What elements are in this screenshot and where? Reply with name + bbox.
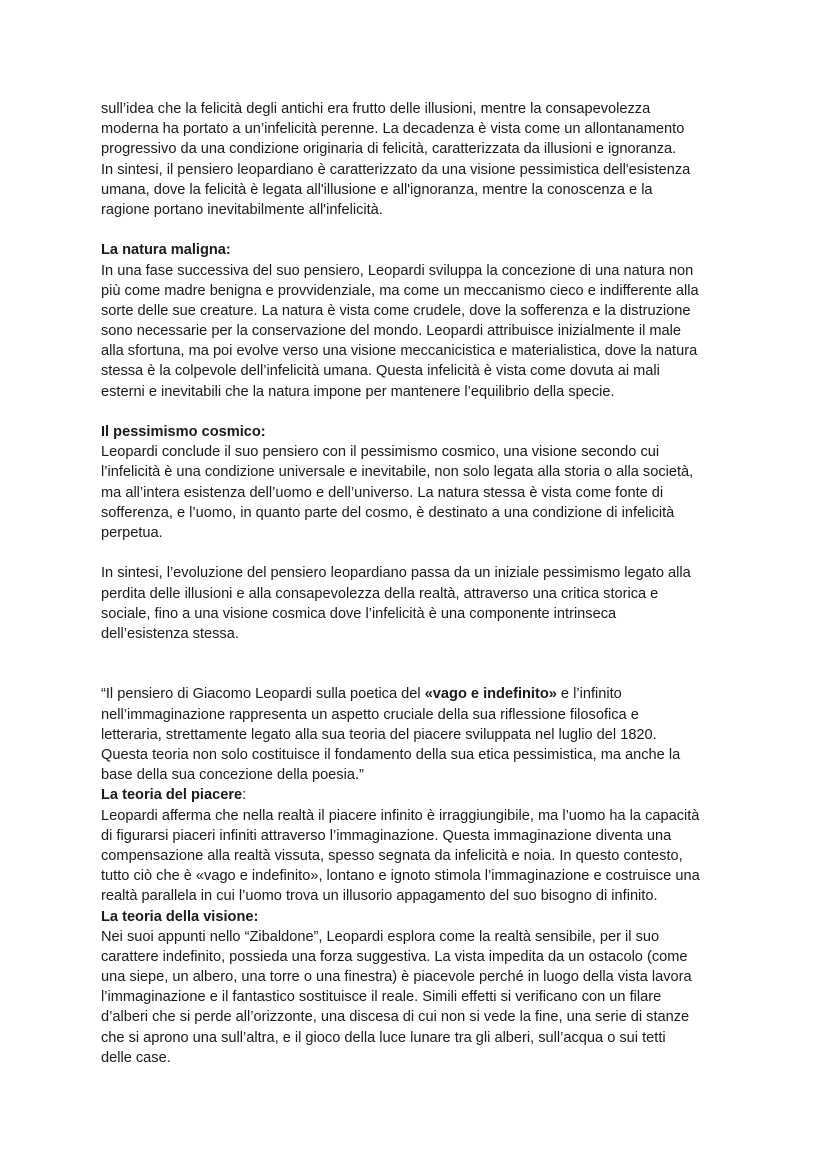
text-line: base della sua concezione della poesia.” xyxy=(101,767,364,784)
text-line: sofferenza, e l’uomo, in quanto parte del cosmo, è destinato a una condizione di infelicità xyxy=(101,504,675,521)
quote-first-line xyxy=(101,684,729,704)
section-teoria-visione xyxy=(101,907,729,1069)
text-line: In sintesi, l’evoluzione del pensiero leopardiano passa da un iniziale pessimismo legato alla xyxy=(101,565,691,582)
text-line: che si aprono una sull’altra, e il gioco della luce lunare tra gli alberi, sull’acqua o sui tetti xyxy=(101,1029,666,1046)
text-line: ragione portano inevitabilmente all'infelicità. xyxy=(101,201,383,218)
text-line: tutto ciò che è «vago e indefinito», lontano e ignoto stimola l’immaginazione e costruisce una xyxy=(101,868,700,885)
intro-paragraph xyxy=(101,99,729,220)
text-line: dell’esistenza stessa. xyxy=(101,625,239,642)
text-line: più come madre benigna e provvidenziale, ma come un meccanismo cieco e indifferente alla xyxy=(101,282,699,299)
text-line: progressivo da una condizione originaria di felicità, caratterizzata da illusioni e ignoranza. xyxy=(101,141,677,158)
section-heading: La teoria della visione: xyxy=(101,908,259,925)
text-line: moderna ha portato a un’infelicità perenne. La decadenza è vista come un allontanamento xyxy=(101,121,685,138)
quote-emphasis: «vago e indefinito» xyxy=(424,686,557,703)
quote-paragraph xyxy=(101,684,729,785)
paragraph-spacer xyxy=(101,543,729,563)
section-heading-bold: La teoria del piacere xyxy=(101,787,243,804)
text-line: umana, dove la felicità è legata all'illusione e all'ignoranza, mentre la conoscenza e la xyxy=(101,181,653,198)
text-line: una siepe, un albero, una torre o una finestra) è piacevole perché in luogo della vista lavora xyxy=(101,969,692,986)
section-teoria-piacere xyxy=(101,785,729,906)
text-line: nell’immaginazione rappresenta un aspetto cruciale della sua riflessione filosofica e xyxy=(101,706,639,723)
paragraph-spacer xyxy=(101,644,729,684)
section-natura-maligna xyxy=(101,240,729,402)
text-line: stessa è la colpevole dell’infelicità umana. Questa infelicità è vista come dovuta ai mali xyxy=(101,363,660,380)
text-line: alla sfortuna, ma poi evolve verso una visione meccanicistica e materialistica, dove la natura xyxy=(101,343,698,360)
text-line: Leopardi afferma che nella realtà il piacere infinito è irraggiungibile, ma l’uomo ha la capacità xyxy=(101,807,700,824)
text-line: In sintesi, il pensiero leopardiano è caratterizzato da una visione pessimistica dell'esistenza xyxy=(101,161,691,178)
quote-text: “Il pensiero di Giacomo Leopardi sulla poetica del xyxy=(101,686,425,703)
text-line: delle case. xyxy=(101,1049,171,1066)
text-line: ma all’intera esistenza dell’uomo e dell’universo. La natura stessa è vista come fonte di xyxy=(101,484,664,501)
text-line: Questa teoria non solo costituisce il fondamento della sua etica pessimistica, ma anche la xyxy=(101,747,681,764)
text-line: esterni e inevitabili che la natura impone per mantenere l’equilibrio della specie. xyxy=(101,383,615,400)
text-line: di figurarsi piaceri infiniti attraverso l’immaginazione. Questa immaginazione diventa una xyxy=(101,827,672,844)
text-line: letteraria, strettamente legato alla sua teoria del piacere sviluppata nel luglio del 1820. xyxy=(101,726,657,743)
text-line: Nei suoi appunti nello “Zibaldone”, Leopardi esplora come la realtà sensibile, per il suo xyxy=(101,928,660,945)
text-line: sono necessarie per la conservazione del mondo. Leopardi attribuisce inizialmente il male xyxy=(101,323,682,340)
text-line: Leopardi conclude il suo pensiero con il pessimismo cosmico, una visione secondo cui xyxy=(101,444,660,461)
document-page xyxy=(101,99,729,1068)
section-heading: Il pessimismo cosmico: xyxy=(101,424,266,440)
section-heading xyxy=(101,785,729,805)
text-line: perpetua. xyxy=(101,524,163,541)
text-line: carattere indefinito, possieda una forza suggestiva. La vista impedita da un ostacolo (come xyxy=(101,948,688,965)
section-pessimismo-cosmico xyxy=(101,422,729,543)
text-line: In una fase successiva del suo pensiero, Leopardi sviluppa la concezione di una natura non xyxy=(101,262,694,279)
text-line: realtà parallela in cui l’uomo trova un illusorio appagamento del suo bisogno di infinito. xyxy=(101,888,658,905)
section-heading: La natura maligna: xyxy=(101,242,231,259)
text-line: sociale, fino a una visione cosmica dove l’infelicità è una componente intrinseca xyxy=(101,605,617,622)
text-line: sorte delle sue creature. La natura è vista come crudele, dove la sofferenza e la distruzione xyxy=(101,302,691,319)
text-line: compensazione alla realtà vissuta, spesso segnata da infelicità e noia. In questo contesto, xyxy=(101,847,683,864)
paragraph-spacer xyxy=(101,220,729,240)
text-line: l’immaginazione e il fantastico sostituisce il reale. Simili effetti si verificano con un filare xyxy=(101,989,662,1006)
summary-paragraph xyxy=(101,563,729,644)
section-heading-colon: : xyxy=(242,787,247,804)
paragraph-spacer xyxy=(101,402,729,422)
quote-text: e l’infinito xyxy=(556,686,622,703)
text-line: l’infelicità è una condizione universale e inevitabile, non solo legata alla storia o alla società, xyxy=(101,464,694,481)
text-line: sull’idea che la felicità degli antichi era frutto delle illusioni, mentre la consapevolezza xyxy=(101,101,651,117)
text-line: d’alberi che si perde all’orizzonte, una discesa di cui non si vede la fine, una serie di stanze xyxy=(101,1009,690,1026)
text-line: perdita delle illusioni e alla consapevolezza della realtà, attraverso una critica storica e xyxy=(101,585,659,602)
